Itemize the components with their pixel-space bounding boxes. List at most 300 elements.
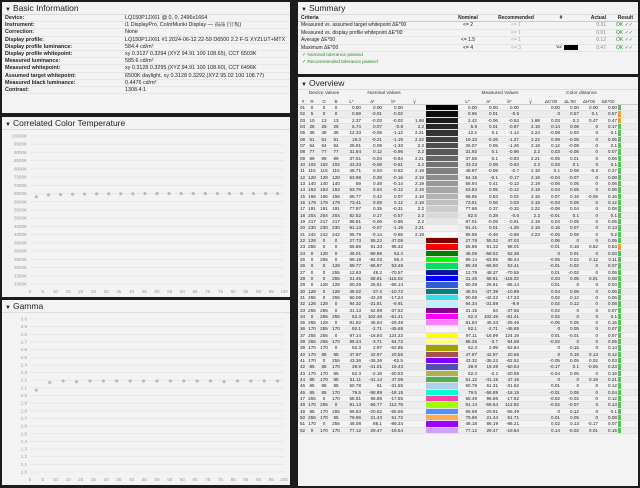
table-cell: 48.71 [349,168,361,174]
table-cell: -0.87 [508,123,519,129]
color-swatch [426,181,458,186]
table-cell: -35.36 [368,358,382,364]
col-nom-a: a* [370,99,375,104]
table-cell [521,111,542,116]
table-cell: -0.7 [511,168,519,174]
x-tick-label: 100 [280,289,288,294]
table-cell: 64.58 [507,339,519,345]
table-cell: 0.12 [551,142,560,148]
y-tick-label: 2.5 [20,354,27,360]
gamma-header[interactable] [2,300,290,313]
y-tick-label: 2.8 [20,331,27,337]
table-cell: 0.04 [373,168,382,174]
table-cell: 115 [320,168,328,174]
overview-panel [298,77,638,486]
info-row [2,15,290,22]
table-cell: 0.15 [608,320,617,326]
table-cell: 01 [300,105,306,110]
table-cell [405,282,426,287]
color-swatch [426,118,458,123]
table-cell: -0.01 [549,389,560,395]
table-cell: 47 [300,396,306,402]
table-cell: 51 [309,136,315,142]
table-cell: 255 [308,332,316,338]
table-cell: -20.53 [389,370,403,376]
table-cell: -10.72 [389,288,403,294]
table-cell: 153 [320,187,328,193]
collapse-arrow-icon[interactable]: ▼ [301,7,307,13]
delta-bar [618,263,621,268]
table-cell: 25.61 [370,282,382,288]
table-cell: 255 [332,421,340,427]
table-cell: 0.02 [551,307,560,313]
basic-info-header[interactable] [2,2,290,15]
table-cell: 0 [595,269,598,275]
table-cell: 47.02 [507,237,519,243]
table-cell [521,390,542,395]
table-cell: -0.03 [371,117,382,123]
table-cell: 0.16 [608,193,617,199]
table-cell: 0 [322,244,326,250]
table-cell: 0.08 [570,231,579,237]
table-cell: -0.57 [392,212,403,218]
x-tick-label: 15 [65,477,71,482]
table-cell: 0.12 [589,256,598,262]
summary-list [298,22,638,52]
table-cell [405,415,426,420]
table-cell: 51.12 [465,377,477,383]
collapse-arrow-icon[interactable]: ▼ [5,7,11,13]
table-cell: 2.22 [415,136,424,142]
table-cell: -1.19 [392,225,403,231]
table-cell: -0.06 [549,320,560,326]
data-point [155,192,158,195]
table-cell: 2.37 [352,117,361,123]
table-row [298,428,638,434]
delta-bar [618,326,621,331]
table-cell: 2.24 [531,130,540,136]
table-cell [521,421,542,426]
table-cell: 60.29 [349,282,361,288]
table-cell: 0 [310,313,314,319]
overview-header[interactable] [298,77,638,90]
table-cell: -55.49 [505,408,519,414]
col-nom-b: b* [391,99,396,104]
table-cell: 0 [595,263,598,269]
table-cell: 0 [322,294,326,300]
table-cell: -9.91 [392,301,403,307]
delta-bar [618,276,621,281]
info-key: Display profile whitepoint: [5,50,73,57]
table-cell: -0.61 [392,161,403,167]
table-cell: -16.99 [484,332,498,338]
table-cell: 0.12 [608,351,617,357]
table-cell: 0.28 [489,212,498,218]
table-cell: 0.05 [608,136,617,142]
table-cell: 89.77 [349,263,361,269]
table-cell: 0.07 [608,263,617,269]
color-swatch [426,213,458,218]
table-cell: -0.06 [549,180,560,186]
table-cell: 51.72 [391,415,403,421]
delta-bar [618,194,621,199]
table-cell: 2.19 [531,187,540,193]
delta-bar [618,238,621,243]
delta-bar [618,421,621,426]
y-tick-label: 8000K [13,166,27,172]
table-cell: 16 [300,199,306,205]
table-cell: 85 [309,377,315,383]
table-cell: 0 [310,269,314,275]
table-cell: 128 [308,174,316,180]
data-point [129,379,132,382]
table-cell: 0.13 [570,421,579,427]
table-cell: 46.05 [465,250,477,256]
col-nom-gamma: γ [413,99,416,104]
table-cell: -0.13 [508,180,519,186]
table-cell: 0.00 [468,105,477,110]
table-cell: 0.08 [608,174,617,180]
table-cell: 255 [332,358,340,364]
table-cell: 170 [308,421,316,427]
table-cell: 0.1 [572,161,579,167]
x-tick-label: 60 [179,289,185,294]
table-cell: 0 [322,275,326,281]
table-cell: 0 [334,237,338,243]
table-cell: -0.46 [487,231,498,237]
table-cell: 79.5 [468,389,477,395]
summary-hash: 02 [556,44,562,51]
table-cell: 85 [309,383,315,389]
table-cell: -0.01 [568,332,579,338]
table-cell: -29.48 [389,320,403,326]
data-point [83,192,86,195]
table-cell: 39.9 [468,364,477,370]
table-cell: -18.15 [389,389,403,395]
table-cell: 43.33 [349,161,361,167]
table-cell: 19.3 [352,136,361,142]
table-cell: 1.98 [415,117,424,123]
x-tick-label: 45 [141,289,147,294]
table-cell: 98.25 [465,339,477,345]
table-cell: 89.14 [465,256,477,262]
table-cell: 128 [320,174,328,180]
table-cell: 34 [300,313,306,319]
table-cell: 98.24 [349,339,361,345]
info-value: 1308.4:1 [125,86,146,93]
color-swatch [426,111,458,116]
delta-bar [618,118,621,123]
table-cell: 55.22 [370,237,382,243]
table-cell: 0.09 [551,136,560,142]
info-key: Assumed target whitepoint: [5,72,76,79]
table-cell: 48.18 [465,421,477,427]
table-cell: 48.37 [486,269,498,275]
table-cell: 85 [333,351,339,357]
table-cell: 0.53 [608,244,617,250]
table-cell: 0.00 [551,105,560,110]
info-value: i1 DisplayPro, ColorMunki Display — 福晶 (官板) [125,22,242,29]
table-cell: 58.94 [465,180,477,186]
table-cell: -9.9 [511,301,519,307]
collapse-arrow-icon[interactable]: ▼ [5,122,11,128]
table-cell: -58.96 [368,250,382,256]
table-cell [405,371,426,376]
table-cell: 255 [320,307,328,313]
table-cell: 12.33 [349,130,361,136]
table-cell: 255 [332,269,340,275]
table-cell: 0 [334,256,338,262]
table-cell: 85 [333,383,339,389]
cct-chart [2,130,290,296]
table-cell: -0.09 [549,130,560,136]
x-tick-label: 65 [192,289,198,294]
table-cell: 0.1 [610,212,617,218]
x-tick-label: 40 [129,477,135,482]
data-point [88,379,91,382]
table-cell: -86.34 [389,421,403,427]
cct-header[interactable] [2,117,290,130]
summary-header[interactable] [298,2,638,15]
table-cell: -37.3 [371,288,382,294]
x-tick-label: 10 [52,477,58,482]
table-cell: 2.2 [417,161,424,167]
color-swatch [426,270,458,275]
table-cell: 13 [300,180,306,186]
table-cell: 26 [300,263,306,269]
table-cell: 77.86 [465,206,477,212]
delta-bar [618,320,621,325]
table-cell: 79.5 [352,389,361,395]
table-cell: 49 [300,408,306,414]
color-swatch [426,244,458,249]
table-cell: 0.42 [373,193,382,199]
table-cell: 21.43 [370,415,382,421]
y-tick-label: 2.0 [20,393,27,398]
gamma-panel [2,300,290,485]
table-cell: 255 [308,320,316,326]
table-cell: 0 [310,256,314,262]
table-cell: -56.54 [484,402,498,408]
table-cell: 19.43 [391,364,403,370]
table-cell: 2.97 [373,345,382,351]
table-cell: 77 [309,149,315,155]
table-cell: 0 [595,301,598,307]
y-tick-label: 2.7 [20,339,27,345]
table-cell: 0 [322,263,326,269]
delta-bar [618,130,621,135]
table-cell: 153 [332,187,340,193]
delta-bar [618,206,621,211]
delta-bar [618,175,621,180]
table-cell: 0 [310,427,314,433]
color-swatch [426,345,458,350]
table-cell [405,383,426,388]
table-cell: 0 [595,155,598,161]
summary-recommended: <= 3 [510,44,521,51]
table-cell: 66.68 [465,408,477,414]
table-cell: 128 [308,301,316,307]
table-cell: 73.41 [349,199,361,205]
table-cell: -58.89 [484,389,498,395]
table-cell: 37.55 [465,155,477,161]
table-cell: -0.62 [392,168,403,174]
data-point [119,192,122,195]
summary-hash-cell [544,45,578,51]
table-cell: 07 [300,142,306,148]
y-tick-label: 2.4 [20,362,27,368]
table-cell: -0.96 [508,149,519,155]
table-cell: 2.23 [531,231,540,237]
table-cell: 2.18 [531,168,540,174]
summary-col-actual: Actual [590,15,606,21]
table-cell: 140 [332,180,340,186]
group-nominal-values: Nominal Values [367,91,401,96]
table-cell: 82.52 [349,212,361,218]
y-tick-label: 3500K [13,240,27,246]
table-cell: 2.19 [415,174,424,180]
table-cell: 0.01 [551,332,560,338]
delta-bar [618,396,621,401]
table-cell: 62.38 [507,250,519,256]
delta-bar [618,111,621,116]
table-cell: -0.09 [487,168,498,174]
table-cell: 0.05 [608,269,617,275]
table-cell: 2.2 [533,161,540,167]
table-cell: 27.78 [465,237,477,243]
table-cell: 2.18 [415,193,424,199]
table-cell: -19.54 [389,427,403,433]
table-cell: 115 [332,168,340,174]
table-cell: 0.1 [610,142,617,148]
table-cell: 0.01 [489,111,498,117]
table-cell: 0 [595,212,598,218]
y-tick-label: 5500K [13,207,27,213]
collapse-arrow-icon[interactable]: ▼ [5,305,11,311]
table-cell: 255 [320,402,328,408]
table-cell: -66.97 [368,263,382,269]
delta-bar [618,383,621,388]
data-point [204,192,207,195]
data-point [47,193,50,196]
table-cell: 0.35 [373,206,382,212]
table-cell: -0.16 [392,174,403,180]
table-cell: 17 [300,206,306,212]
table-cell: 0 [595,389,598,395]
table-cell [521,301,542,306]
table-cell: 0 [595,250,598,256]
collapse-arrow-icon[interactable]: ▼ [301,82,307,88]
table-cell: 0.21 [608,377,617,383]
summary-nominal: <= 1.5 [460,37,476,44]
table-cell: -0.66 [392,231,403,237]
table-cell: -58.52 [484,250,498,256]
table-cell: 32 [300,301,306,307]
group-color-distance: Color distance [566,91,597,96]
table-cell: 12.2 [468,130,477,136]
table-cell: 94.32 [349,301,361,307]
overview-group-headers [298,90,638,98]
table-cell: 140 [320,180,328,186]
table-cell: 0 [557,250,560,256]
x-tick-label: 35 [116,477,122,482]
table-cell [521,282,542,287]
table-cell: 0.01 [551,282,560,288]
table-cell: -0.05 [549,256,560,262]
color-swatch [426,149,458,154]
table-cell: -0.91 [508,218,519,224]
table-cell: 0 [334,307,338,313]
table-cell: 170 [320,370,328,376]
table-cell: 24 [300,250,306,256]
table-cell [405,263,426,268]
table-cell: 242 [308,231,316,237]
table-cell: 2.2 [533,212,540,218]
table-cell: 0 [595,326,598,332]
table-cell: 0 [334,345,338,351]
table-cell: 0 [322,111,326,117]
table-cell: 0.01 [551,383,560,389]
table-cell: 54.15 [465,174,477,180]
table-cell: 2.19 [531,218,540,224]
table-cell: 0.06 [608,187,617,193]
info-key: Measured luminance: [5,58,61,65]
table-cell: -3.7 [490,339,498,345]
table-cell: 0.05 [608,339,617,345]
table-cell: -61.41 [505,313,519,319]
color-swatch [426,402,458,407]
table-cell: 0.48 [373,180,382,186]
table-cell [521,352,542,357]
table-cell: 0 [595,180,598,186]
table-cell: 179 [308,199,316,205]
table-cell: 2.2 [417,142,424,148]
table-cell: 217 [332,218,340,224]
table-cell: 102.49 [367,313,382,319]
color-swatch [426,333,458,338]
table-cell: 31.45 [349,275,361,281]
table-cell: 0.53 [489,193,498,199]
table-cell: 92.1 [352,326,361,332]
table-cell: 0 [595,288,598,294]
color-swatch [426,295,458,300]
table-cell: 0.06 [608,288,617,294]
table-cell: 242 [320,231,328,237]
table-cell: -2.71 [371,326,382,332]
table-cell: 51.71 [507,415,519,421]
cct-title: Correlated Color Temperature [12,118,126,128]
summary-title: Summary [308,3,346,13]
table-cell: -0.01 [549,244,560,250]
table-cell: 45 [300,383,306,389]
table-cell: 0.05 [570,358,579,364]
table-cell: 0.05 [570,180,579,186]
table-cell: 55.86 [465,244,477,250]
table-cell: 0.01 [589,427,598,433]
table-cell: 0.09 [373,142,382,148]
table-cell: 38 [300,339,306,345]
table-cell: 217 [308,218,316,224]
summary-col-result: Result [617,15,633,21]
table-cell: 0 [322,396,326,402]
delta-bar [618,364,621,369]
table-cell: 03 [300,117,306,123]
table-cell: 0 [595,123,598,129]
y-tick-label: 4500K [13,223,27,229]
table-cell: 0.00 [489,105,498,110]
data-point [209,379,212,382]
y-tick-label: 8500K [13,158,27,164]
